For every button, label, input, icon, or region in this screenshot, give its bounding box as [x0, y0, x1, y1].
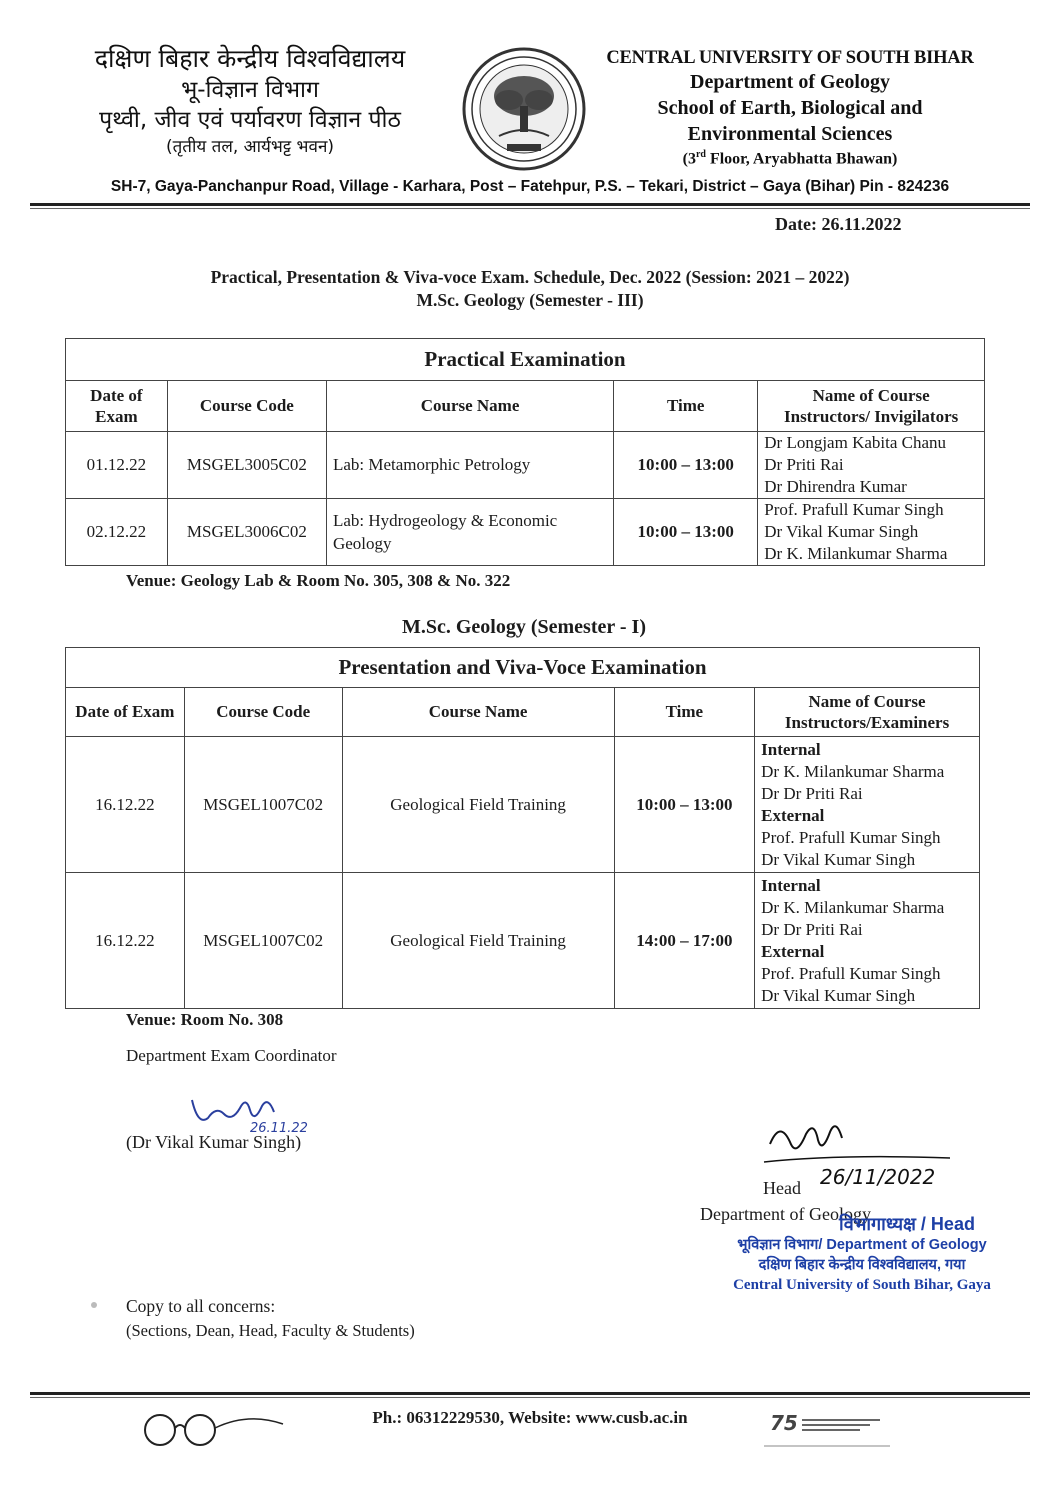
viva-exam-table	[65, 647, 980, 1009]
header-divider-thin	[30, 208, 1030, 209]
examiners-list	[755, 873, 980, 1009]
stamp-university: Central University of South Bihar, Gaya	[733, 1277, 991, 1294]
schedule-title: Practical, Presentation & Viva-voce Exam. Schedule, Dec. 2022 (Session: 2021 – 2022)	[210, 267, 850, 287]
notice-date: Date: 26.11.2022	[775, 214, 902, 234]
instructor-name: Prof. Prafull Kumar Singh	[764, 500, 944, 519]
coordinator-name: (Dr Vikal Kumar Singh)	[126, 1132, 302, 1152]
svg-text:26.11.22: 26.11.22	[250, 1121, 308, 1136]
exam-date: 16.12.22	[66, 873, 185, 1009]
examiner-name: Dr Vikal Kumar Singh	[761, 849, 916, 869]
examiner-name: Prof. Prafull Kumar Singh	[761, 827, 941, 847]
course-name: Geological Field Training	[342, 873, 614, 1009]
exam-date: 16.12.22	[66, 737, 185, 873]
course-name: Lab: Hydrogeology & Economic Geology	[326, 499, 613, 566]
hindi-department-name: भू-विज्ञान विभाग	[181, 77, 319, 103]
instructor-name: Dr Longjam Kabita Chanu	[764, 433, 947, 452]
exam-time: 10:00 – 13:00	[614, 432, 758, 499]
course-code: MSGEL3006C02	[167, 499, 326, 566]
header-date: Date of Exam	[66, 688, 185, 737]
semester-iii-title: M.Sc. Geology (Semester - III)	[416, 290, 644, 311]
table-row	[66, 499, 985, 566]
svg-text:75: 75	[770, 1411, 798, 1435]
viva-venue: Venue: Room No. 308	[126, 1010, 284, 1029]
instructors-list	[758, 499, 985, 566]
footer-divider	[30, 1392, 1030, 1395]
head-stamp	[722, 1212, 1002, 1296]
stamp-department: भूविज्ञान विभाग/ Department of Geology	[737, 1237, 987, 1254]
university-emblem-icon	[459, 44, 589, 174]
hindi-school-name: पृथ्वी, जीव एवं पर्यावरण विज्ञान पीठ	[99, 107, 401, 134]
course-code: MSGEL1007C02	[184, 737, 342, 873]
header-course-code: Course Code	[184, 688, 342, 737]
examiner-name: Dr Dr Priti Rai	[761, 783, 863, 803]
bullet-icon	[91, 1302, 97, 1308]
amrit-mahotsav-logo-icon	[760, 1410, 900, 1456]
table-row	[66, 873, 980, 1009]
exam-time: 14:00 – 17:00	[614, 873, 755, 1009]
course-code: MSGEL3005C02	[167, 432, 326, 499]
course-name: Lab: Metamorphic Petrology	[326, 432, 613, 499]
viva-table-heading: Presentation and Viva-Voce Examination	[66, 648, 980, 688]
instructor-name: Dr K. Milankumar Sharma	[764, 544, 948, 563]
examiner-name: Prof. Prafull Kumar Singh	[761, 963, 941, 983]
instructor-name: Dr Vikal Kumar Singh	[764, 522, 919, 541]
exam-date: 02.12.22	[66, 499, 168, 566]
hindi-letterhead	[40, 42, 460, 158]
stamp-university-hindi: दक्षिण बिहार केन्द्रीय विश्वविद्यालय, गया	[758, 1256, 966, 1273]
internal-label: Internal	[761, 739, 821, 759]
practical-venue: Venue: Geology Lab & Room No. 305, 308 & No. 322	[126, 571, 511, 590]
examiner-name: Dr Dr Priti Rai	[761, 919, 863, 939]
copy-to: Copy to all concerns:	[126, 1296, 276, 1316]
floor-info: (3rd Floor, Aryabhatta Bhawan)	[682, 149, 898, 168]
coordinator-signature	[180, 1088, 340, 1136]
coordinator-title: Department Exam Coordinator	[126, 1046, 337, 1065]
table-row	[66, 432, 985, 499]
exam-time: 10:00 – 13:00	[614, 737, 755, 873]
examiner-name: Dr K. Milankumar Sharma	[761, 761, 945, 781]
university-name: CENTRAL UNIVERSITY OF SOUTH BIHAR	[606, 48, 974, 68]
practical-exam-table	[65, 338, 985, 566]
header-course-code: Course Code	[167, 381, 326, 432]
footer-contact: Ph.: 06312229530, Website: www.cusb.ac.in	[372, 1408, 688, 1427]
header-course-name: Course Name	[326, 381, 613, 432]
instructor-name: Dr Dhirendra Kumar	[764, 477, 907, 496]
header-examiners: Name of Course Instructors/Examiners	[755, 688, 980, 737]
department-name: Department of Geology	[690, 71, 890, 93]
practical-table-heading: Practical Examination	[66, 339, 985, 381]
header-course-name: Course Name	[342, 688, 614, 737]
examiners-list	[755, 737, 980, 873]
examiner-name: Dr K. Milankumar Sharma	[761, 897, 945, 917]
hindi-university-name: दक्षिण बिहार केन्द्रीय विश्वविद्यालय	[94, 44, 406, 73]
header-time: Time	[614, 688, 755, 737]
header-divider	[30, 203, 1030, 206]
footer-divider-thin	[30, 1397, 1030, 1398]
hindi-floor: (तृतीय तल, आर्यभट्ट भवन)	[165, 136, 335, 157]
instructor-name: Dr Priti Rai	[764, 455, 844, 474]
header-instructors: Name of Course Instructors/ Invigilators	[758, 381, 985, 432]
internal-label: Internal	[761, 875, 821, 895]
copy-recipients: (Sections, Dean, Head, Faculty & Students)	[126, 1321, 415, 1340]
external-label: External	[761, 941, 825, 961]
semester-i-title: M.Sc. Geology (Semester - I)	[401, 616, 646, 638]
table-row	[66, 737, 980, 873]
examiner-name: Dr Vikal Kumar Singh	[761, 985, 916, 1005]
course-name: Geological Field Training	[342, 737, 614, 873]
course-code: MSGEL1007C02	[184, 873, 342, 1009]
english-letterhead	[590, 48, 990, 168]
school-name-line1: School of Earth, Biological and	[657, 97, 923, 119]
exam-time: 10:00 – 13:00	[614, 499, 758, 566]
notice-title	[0, 266, 1060, 312]
header-time: Time	[614, 381, 758, 432]
university-address: SH-7, Gaya-Panchanpur Road, Village - Karhara, Post – Fatehpur, P.S. – Tekari, District – Gaya (Bihar) Pin - 824236	[110, 178, 950, 195]
head-department: Department of Geology	[700, 1204, 871, 1224]
exam-date: 01.12.22	[66, 432, 168, 499]
svg-text:26/11/2022: 26/11/2022	[820, 1165, 936, 1189]
head-label: Head	[763, 1178, 801, 1198]
school-name-line2: Environmental Sciences	[687, 123, 893, 145]
stamp-head: विभागाध्यक्ष / Head	[839, 1214, 975, 1234]
header-date: Date of Exam	[66, 381, 168, 432]
instructors-list	[758, 432, 985, 499]
external-label: External	[761, 805, 825, 825]
